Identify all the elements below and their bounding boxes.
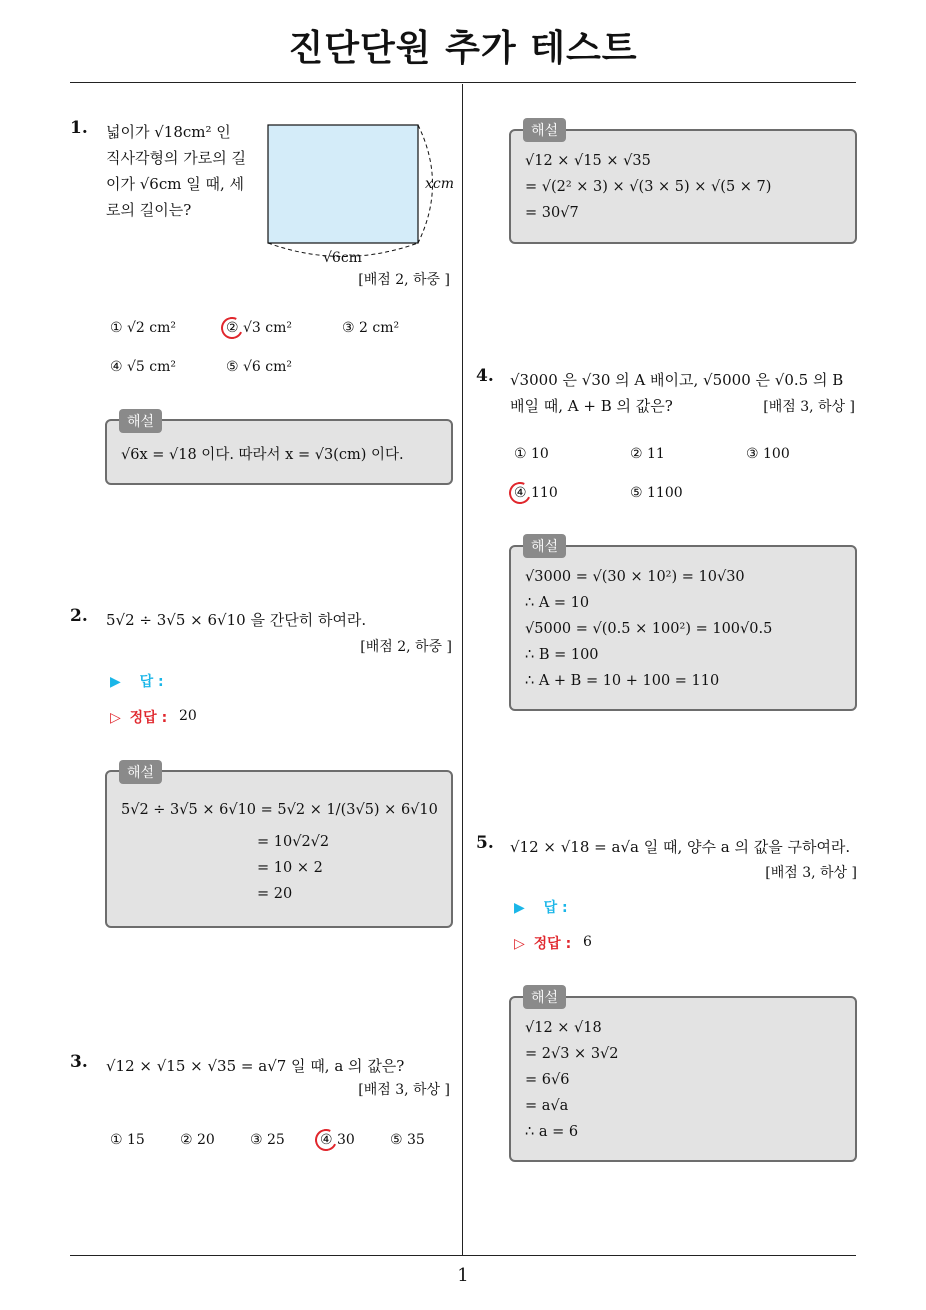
answer-mark-circle bbox=[218, 314, 246, 342]
question-number: 1. bbox=[70, 118, 88, 138]
play-icon: ▶ bbox=[514, 900, 525, 916]
solution-line: = 30√7 bbox=[525, 205, 579, 221]
solution-line: √6x = √18 이다. 따라서 x = √3(cm) 이다. bbox=[121, 447, 404, 463]
solution-box bbox=[509, 996, 857, 1162]
question-number: 4. bbox=[476, 366, 494, 386]
solution-line: = 6√6 bbox=[525, 1072, 570, 1088]
solution-tag: 해설 bbox=[523, 534, 566, 558]
rectangle-figure bbox=[262, 112, 462, 272]
option-2[interactable]: ② √3 cm² bbox=[226, 320, 293, 336]
score-tag: [배점 3, 하상 ] bbox=[763, 399, 855, 415]
correct-label: 정답 : bbox=[129, 710, 168, 726]
correct-answer-row bbox=[514, 933, 571, 953]
page-number: 1 bbox=[457, 1265, 469, 1286]
option-4[interactable]: ④ 30 bbox=[320, 1132, 355, 1148]
score-tag: [배점 3, 하상 ] bbox=[358, 1082, 450, 1098]
option-1[interactable]: ① √2 cm² bbox=[110, 320, 177, 336]
solution-line: = √(2² × 3) × √(3 × 5) × √(5 × 7) bbox=[525, 179, 772, 195]
correct-label: 정답 : bbox=[533, 936, 572, 952]
solution-line: = a√a bbox=[525, 1098, 569, 1114]
answer-mark-circle bbox=[506, 479, 534, 507]
answer-row bbox=[110, 671, 164, 691]
correct-answer-row bbox=[110, 707, 167, 727]
option-5[interactable]: ⑤ √6 cm² bbox=[226, 359, 293, 375]
score-tag: [배점 2, 하중 ] bbox=[358, 272, 450, 288]
triangle-outline-icon: ▷ bbox=[110, 710, 121, 726]
option-4[interactable]: ④ √5 cm² bbox=[110, 359, 177, 375]
option-2[interactable]: ② 11 bbox=[630, 446, 665, 462]
option-3[interactable]: ③ 25 bbox=[250, 1132, 285, 1148]
option-4[interactable]: ④ 110 bbox=[514, 485, 558, 501]
option-1[interactable]: ① 15 bbox=[110, 1132, 145, 1148]
solution-line: = 20 bbox=[257, 886, 293, 902]
solution-line: = 2√3 × 3√2 bbox=[525, 1046, 619, 1062]
question-text: √12 × √15 × √35 = a√7 일 때, a 의 값은? bbox=[106, 1057, 405, 1075]
solution-box bbox=[105, 770, 453, 928]
solution-line: ∴ B = 100 bbox=[525, 647, 599, 663]
question-number: 2. bbox=[70, 606, 88, 626]
figure-height-label: xcm bbox=[425, 176, 455, 192]
solution-line: √5000 = √(0.5 × 100²) = 100√0.5 bbox=[525, 621, 773, 637]
option-3[interactable]: ③ 100 bbox=[746, 446, 790, 462]
solution-line: ∴ a = 6 bbox=[525, 1124, 579, 1140]
question-text: 5√2 ÷ 3√5 × 6√10 을 간단히 하여라. bbox=[106, 611, 367, 629]
score-tag: [배점 2, 하중 ] bbox=[360, 639, 452, 655]
header-rule bbox=[70, 82, 856, 83]
solution-tag: 해설 bbox=[119, 760, 162, 784]
solution-tag: 해설 bbox=[119, 409, 162, 433]
page-title: 진단단원 추가 테스트 bbox=[288, 28, 638, 69]
question-number: 5. bbox=[476, 833, 494, 853]
solution-line: ∴ A + B = 10 + 100 = 110 bbox=[525, 673, 720, 689]
solution-tag: 해설 bbox=[523, 118, 566, 142]
answer-label: 답 : bbox=[543, 900, 568, 916]
play-icon: ▶ bbox=[110, 674, 121, 690]
answer-mark-circle bbox=[312, 1126, 340, 1154]
question-text: 직사각형의 가로의 길 bbox=[106, 149, 246, 167]
option-5[interactable]: ⑤ 35 bbox=[390, 1132, 425, 1148]
column-divider bbox=[462, 84, 463, 1256]
question-text: 배일 때, A + B 의 값은? bbox=[510, 397, 673, 415]
solution-line: 5√2 ÷ 3√5 × 6√10 = 5√2 × 1/(3√5) × 6√10 bbox=[121, 802, 438, 818]
question-text: √3000 은 √30 의 A 배이고, √5000 은 √0.5 의 B bbox=[510, 371, 844, 389]
solution-line: √12 × √18 bbox=[525, 1020, 602, 1036]
solution-line: = 10√2√2 bbox=[257, 834, 330, 850]
question-text: √12 × √18 = a√a 일 때, 양수 a 의 값을 구하여라. bbox=[510, 838, 851, 856]
solution-line: ∴ A = 10 bbox=[525, 595, 590, 611]
correct-answer-value: 20 bbox=[179, 708, 197, 724]
question-text: 넓이가 √18cm² 인 bbox=[106, 123, 231, 141]
triangle-outline-icon: ▷ bbox=[514, 936, 525, 952]
option-3[interactable]: ③ 2 cm² bbox=[342, 320, 400, 336]
question-text: 이가 √6cm 일 때, 세 bbox=[106, 175, 245, 193]
answer-row bbox=[514, 897, 568, 917]
figure-width-label: √6cm bbox=[323, 250, 362, 266]
solution-line: √3000 = √(30 × 10²) = 10√30 bbox=[525, 569, 745, 585]
solution-line: = 10 × 2 bbox=[257, 860, 323, 876]
solution-box bbox=[509, 129, 857, 244]
footer-rule bbox=[70, 1255, 856, 1256]
solution-line: √12 × √15 × √35 bbox=[525, 153, 651, 169]
answer-label: 답 : bbox=[139, 674, 164, 690]
score-tag: [배점 3, 하상 ] bbox=[765, 865, 857, 881]
option-2[interactable]: ② 20 bbox=[180, 1132, 215, 1148]
solution-box bbox=[509, 545, 857, 711]
option-5[interactable]: ⑤ 1100 bbox=[630, 485, 683, 501]
solution-tag: 해설 bbox=[523, 985, 566, 1009]
question-number: 3. bbox=[70, 1052, 88, 1072]
question-text: 로의 길이는? bbox=[106, 201, 192, 219]
option-1[interactable]: ① 10 bbox=[514, 446, 549, 462]
correct-answer-value: 6 bbox=[583, 934, 592, 950]
